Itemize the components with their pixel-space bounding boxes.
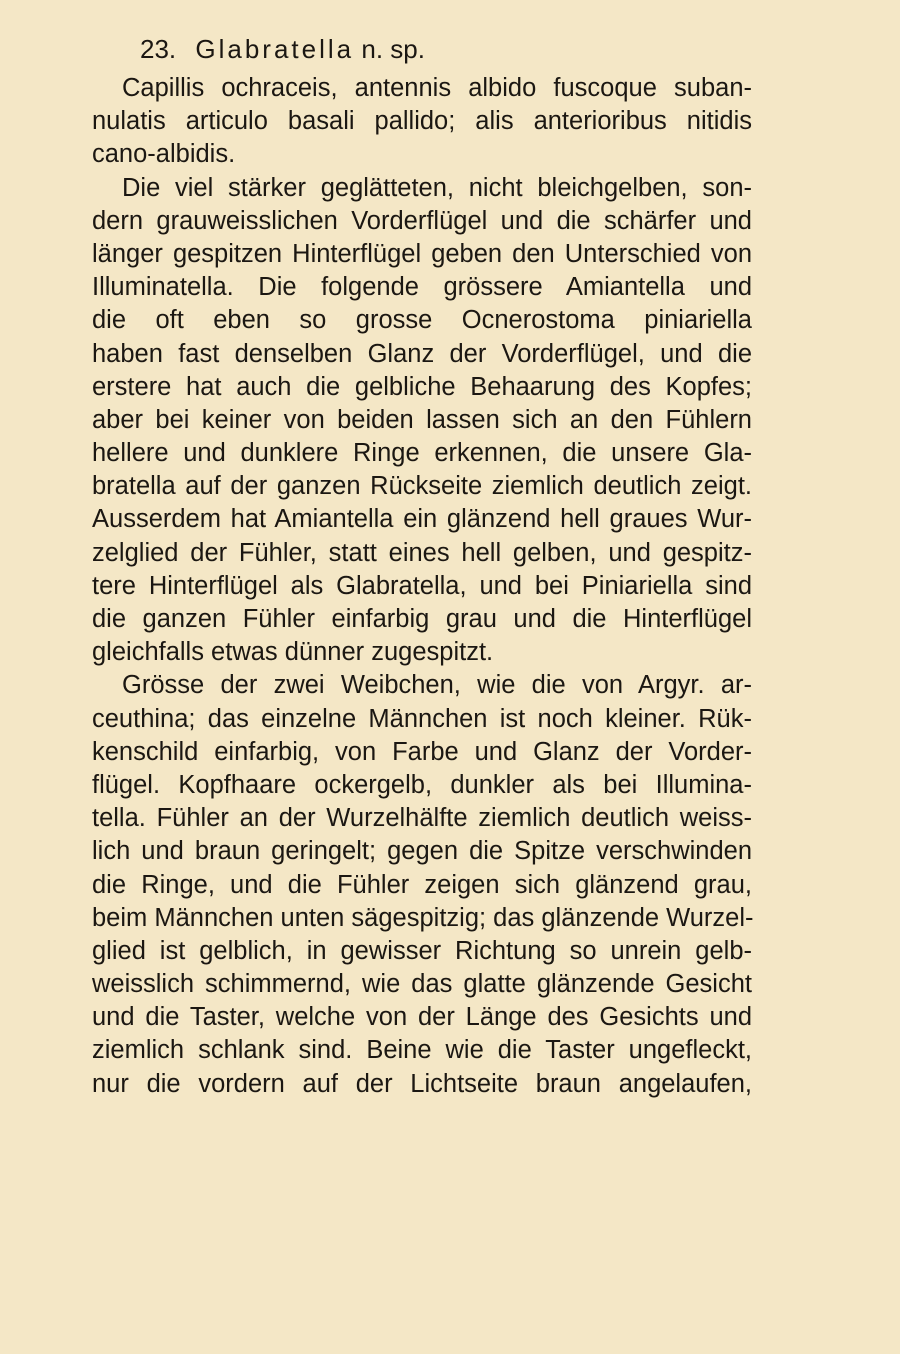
species-suffix: n. sp. <box>361 34 425 64</box>
text-line: beim Männchen unten sägespitzig; das glänzende Wurzel- <box>92 903 754 932</box>
text-line: gleichfalls etwas dünner zugespitzt. <box>92 638 494 667</box>
text-line: Ausserdem hat Amiantella ein glänzend hell graues Wur- <box>92 505 752 534</box>
text-line: Die viel stärker geglätteten, nicht bleichgelben, son- <box>122 173 752 202</box>
text-line: cano-albidis. <box>92 140 236 169</box>
species-number: 23. <box>140 34 177 64</box>
text-line: die ganzen Fühler einfarbig grau und die Hinterflügel <box>92 605 752 633</box>
text-line: die oft eben so grosse Ocnerostoma piniariella <box>92 306 752 335</box>
text-line: länger gespitzen Hinterflügel geben den Unterschied von <box>92 239 752 268</box>
text-line: aber bei keiner von beiden lassen sich an den Fühlern <box>92 405 752 434</box>
text-line: ziemlich schlank sind. Beine wie die Taster ungefleckt, <box>92 1036 752 1065</box>
text-line: Illuminatella. Die folgende grössere Amiantella und <box>92 273 752 302</box>
species-genus: Glabratella <box>195 34 355 64</box>
text-line: kenschild einfarbig, von Farbe und Glanz der Vorder- <box>92 737 752 766</box>
text-line: tere Hinterflügel als Glabratella, und bei Piniariella sind <box>92 571 752 600</box>
text-line: zelglied der Fühler, statt eines hell gelben, und gespitz- <box>92 538 752 567</box>
text-line: Capillis ochraceis, antennis albido fuscoque suban- <box>122 74 752 102</box>
text-line: tella. Fühler an der Wurzelhälfte ziemlich deutlich weiss- <box>92 804 752 833</box>
text-line: hellere und dunklere Ringe erkennen, die unsere Gla- <box>92 439 752 468</box>
text-line: die Ringe, und die Fühler zeigen sich glänzend grau, <box>92 870 752 899</box>
text-line: bratella auf der ganzen Rückseite ziemlich deutlich zeigt. <box>92 472 752 501</box>
text-line: haben fast denselben Glanz der Vorderflügel, und die <box>92 339 752 368</box>
text-line: weisslich schimmernd, wie das glatte glänzende Gesicht <box>92 970 752 999</box>
text-line: nulatis articulo basali pallido; alis anterioribus nitidis <box>92 107 752 136</box>
text-line: ceuthina; das einzelne Männchen ist noch kleiner. Rük- <box>92 704 752 733</box>
text-line: nur die vordern auf der Lichtseite braun angelaufen, <box>92 1069 752 1098</box>
text-line: dern grauweisslichen Vorderflügel und die schärfer und <box>92 206 752 235</box>
text-line: erstere hat auch die gelbliche Behaarung des Kopfes; <box>92 372 752 401</box>
text-line: Grösse der zwei Weibchen, wie die von Argyr. ar- <box>122 671 752 700</box>
species-heading <box>140 32 900 66</box>
text-line: flügel. Kopfhaare ockergelb, dunkler als bei Illumina- <box>92 770 752 799</box>
text-line: und die Taster, welche von der Länge des Gesichts und <box>92 1003 752 1032</box>
text-line: lich und braun geringelt; gegen die Spitze verschwinden <box>92 837 752 866</box>
description-text <box>92 72 752 1101</box>
text-line: glied ist gelblich, in gewisser Richtung so unrein gelb- <box>92 936 752 965</box>
